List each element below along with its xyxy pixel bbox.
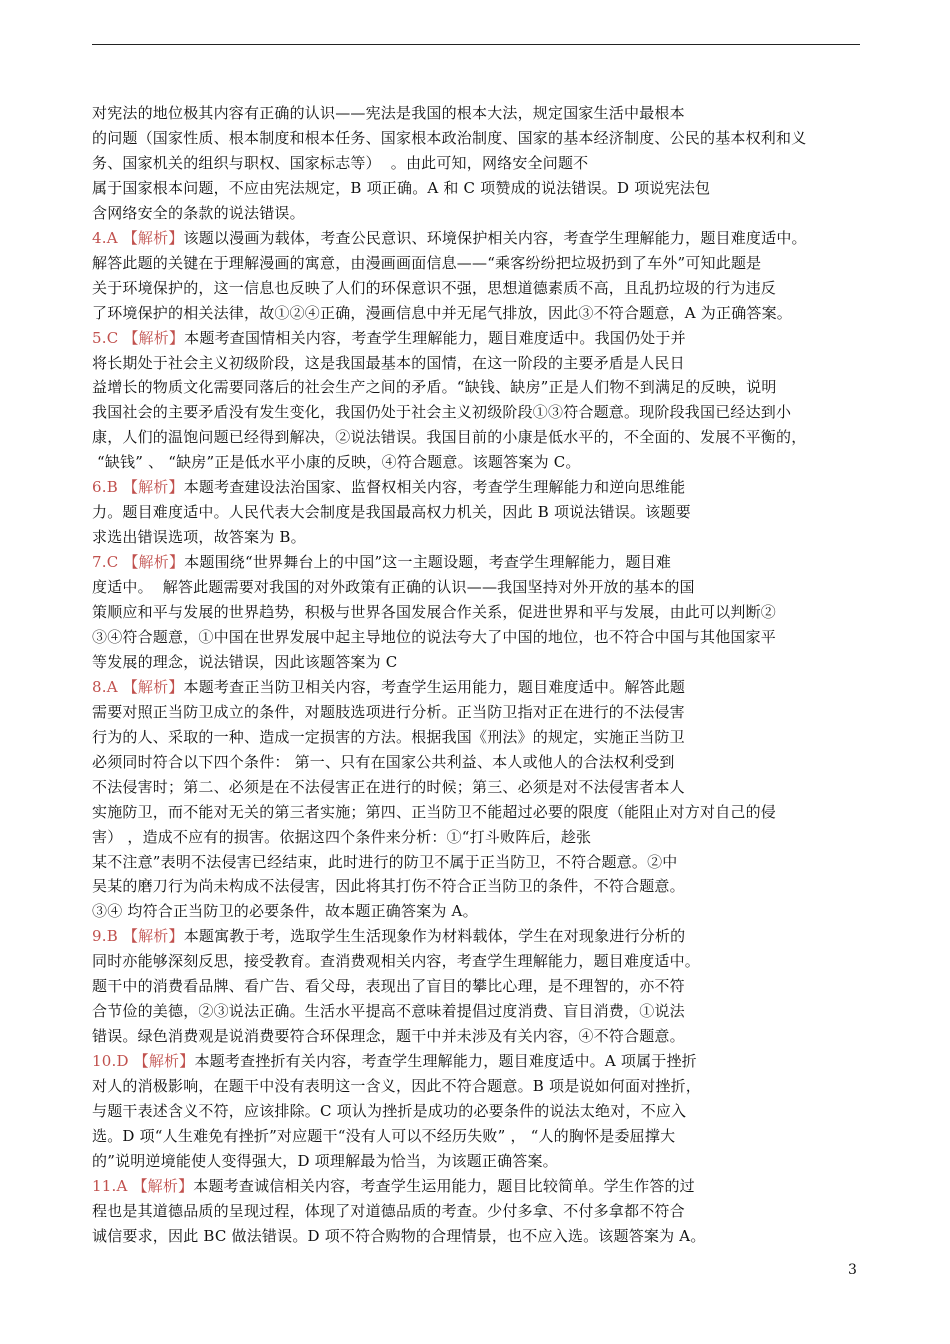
text-line <box>92 727 685 747</box>
analysis-tag: 【解析】 <box>132 1176 194 1195</box>
text-line <box>92 976 685 996</box>
line-text: 关于环境保护的，这一信息也反映了人们的环保意识不强，思想道德素质不高，且乱扔垃圾的行为违反 <box>92 278 777 297</box>
text-line <box>92 852 677 872</box>
text-line <box>92 203 305 223</box>
line-text: 与题干表述含义不符，应该排除。C 项认为挫折是成功的必要条件的说法太绝对，不应入 <box>92 1102 687 1120</box>
answer-line <box>92 552 671 572</box>
text-line <box>92 627 776 647</box>
text-line <box>92 178 710 198</box>
line-text: 含网络安全的条款的说法错误。 <box>92 203 305 222</box>
line-text: 行为的人、采取的一种、造成一定损害的方法。根据我国《刑法》的规定，实施正当防卫 <box>92 727 685 746</box>
line-text: ③④ 均符合正当防卫的必要条件，故本题正确答案为 A。 <box>92 902 478 921</box>
line-text: 策顺应和平与发展的世界趋势，积极与世界各国发展合作关系，促进世界和平与发展，由此可以判断② <box>92 603 777 621</box>
text-line <box>92 951 700 971</box>
question-number: 9.B <box>92 927 123 946</box>
answer-line <box>92 677 685 697</box>
text-line <box>92 452 581 472</box>
text-line <box>92 777 685 797</box>
text-line <box>92 103 685 123</box>
line-text: 的”说明逆境能使人变得强大，D 项理解最为恰当，为该题正确答案。 <box>92 1151 558 1170</box>
line-text: 益增长的物质文化需要同落后的社会生产之间的矛盾。“缺钱、缺房”正是人们物不到满足的反映，说明 <box>92 378 777 397</box>
line-text: 必须同时符合以下四个条件： 第一、只有在国家公共利益、本人或他人的合法权利受到 <box>92 752 675 771</box>
line-text: 某不注意”表明不法侵害已经结束，此时进行的防卫不属于正当防卫，不符合题意。②中 <box>92 852 678 871</box>
text-line <box>92 577 695 597</box>
text-line <box>92 377 777 397</box>
line-text: 对宪法的地位极其内容有正确的认识——宪法是我国的根本大法，规定国家生活中最根本 <box>92 104 685 122</box>
line-text: 该题以漫画为载体，考查公民意识、环境保护相关内容，考查学生理解能力，题目难度适中。 <box>183 228 807 247</box>
line-text: 务、国家机关的组织与职权、国家标志等） 。由此可知，网络安全问题不 <box>92 153 589 172</box>
text-line <box>92 1126 675 1146</box>
line-text: 选。D 项“人生难免有挫折”对应题干“没有人可以不经历失败” ， “人的胸怀是委屈撑大 <box>92 1126 676 1145</box>
line-text: 本题围绕“世界舞台上的中国”这一主题设题，考查学生理解能力，题目难 <box>184 553 672 572</box>
text-line <box>92 702 685 722</box>
line-text: 求选出错误选项，故答案为 B。 <box>92 528 306 547</box>
analysis-tag: 【解析】 <box>122 927 184 946</box>
analysis-tag: 【解析】 <box>122 228 184 247</box>
answer-line <box>92 926 685 946</box>
line-text: 题干中的消费看品牌、看广告、看父母，表现出了盲目的攀比心理，是不理智的，亦不符 <box>92 977 685 996</box>
line-text: 属于国家根本问题，不应由宪法规定，B 项正确。A 和 C 项赞成的说法错误。D 项说宪法包 <box>92 178 711 197</box>
text-line <box>92 153 588 173</box>
line-text: 解答此题的关键在于理解漫画的寓意，由漫画画面信息——“乘客纷纷把垃圾扔到了车外”可知此题是 <box>92 253 762 272</box>
text-line <box>92 901 478 921</box>
line-text: 度适中。 解答此题需要对我国的对外政策有正确的认识——我国坚持对外开放的基本的国 <box>92 578 695 596</box>
answer-line <box>92 477 685 497</box>
answer-line <box>92 228 807 248</box>
line-text: 本题考查建设法治国家、监督权相关内容，考查学生理解能力和逆向思维能 <box>183 478 686 497</box>
text-line <box>92 303 792 323</box>
line-text: 错误。绿色消费观是说消费要符合环保理念，题干中并未涉及有关内容，④不符合题意。 <box>92 1027 685 1046</box>
line-text: ③④符合题意，①中国在世界发展中起主导地位的说法夸大了中国的地位，也不符合中国与其他国家平 <box>92 627 777 646</box>
line-text: 吴某的磨刀行为尚未构成不法侵害，因此将其打伤不符合正当防卫的条件，不符合题意。 <box>92 877 685 896</box>
line-text: 同时亦能够深刻反思，接受教育。查消费观相关内容，考查学生理解能力，题目难度适中。 <box>92 952 701 971</box>
line-text: 本题考查国情相关内容，考查学生理解能力，题目难度适中。我国仍处于并 <box>184 328 686 347</box>
text-line <box>92 1226 706 1246</box>
text-line <box>92 427 806 447</box>
line-text: 我国社会的主要矛盾没有发生变化，我国仍处于社会主义初级阶段①③符合题意。现阶段我国已经达到小 <box>92 403 792 422</box>
question-number: 4.A <box>92 228 123 247</box>
line-text: 不法侵害时；第二、必须是在不法侵害正在进行的时候；第三、必须是对不法侵害者本人 <box>92 777 685 796</box>
line-text: 本题考查正当防卫相关内容，考查学生运用能力，题目难度适中。解答此题 <box>183 677 686 696</box>
question-number: 6.B <box>92 478 123 497</box>
text-line <box>92 1026 685 1046</box>
text-line <box>92 1001 685 1021</box>
analysis-tag: 【解析】 <box>133 1052 195 1071</box>
question-number: 10.D <box>92 1052 134 1071</box>
text-line <box>92 527 306 547</box>
text-line <box>92 1201 685 1221</box>
answer-line <box>92 328 686 348</box>
text-line <box>92 652 397 672</box>
answer-line <box>92 1176 695 1196</box>
line-text: 的问题（国家性质、根本制度和根本任务、国家根本政治制度、国家的基本经济制度、公民的基本权利和义 <box>92 129 807 147</box>
text-line <box>92 602 776 622</box>
text-line <box>92 1101 686 1121</box>
analysis-tag: 【解析】 <box>123 553 185 572</box>
page-number: 3 <box>848 1262 857 1278</box>
text-line <box>92 1076 701 1096</box>
analysis-tag: 【解析】 <box>122 478 184 497</box>
line-text: 实施防卫，而不能对无关的第三者实施；第四、正当防卫不能超过必要的限度（能阻止对方对自己的侵 <box>92 802 777 821</box>
line-text: 力。题目难度适中。人民代表大会制度是我国最高权力机关，因此 B 项说法错误。该题要 <box>92 503 691 522</box>
text-line <box>92 802 776 822</box>
question-number: 5.C <box>92 328 124 347</box>
analysis-tag: 【解析】 <box>122 677 184 696</box>
text-line <box>92 402 791 422</box>
line-text: 了环境保护的相关法律，故①②④正确，漫画信息中并无尾气排放，因此③不符合题意，A 为正确答案。 <box>92 303 793 322</box>
line-text: 诚信要求，因此 BC 做法错误。D 项不符合购物的合理情景，也不应入选。该题答案为 A。 <box>92 1226 706 1245</box>
text-line <box>92 827 591 847</box>
text-line <box>92 128 806 148</box>
line-text: 合节俭的美德，②③说法正确。生活水平提高不意味着提倡过度消费、盲目消费，①说法 <box>92 1002 685 1021</box>
line-text: 康，人们的温饱问题已经得到解决，②说法错误。我国目前的小康是低水平的，不全面的、发展不平衡的， <box>92 428 807 447</box>
line-text: 需要对照正当防卫成立的条件，对题肢选项进行分析。正当防卫指对正在进行的不法侵害 <box>92 702 685 721</box>
header-rule <box>92 44 860 45</box>
text-line <box>92 752 675 772</box>
line-text: “缺钱” 、 “缺房”正是低水平小康的反映，④符合题意。该题答案为 C。 <box>92 453 581 472</box>
question-number: 8.A <box>92 677 123 696</box>
question-number: 7.C <box>92 553 124 572</box>
text-line <box>92 253 761 273</box>
question-number: 11.A <box>92 1176 133 1195</box>
line-text: 对人的消极影响，在题干中没有表明这一含义，因此不符合题意。B 项是说如何面对挫折， <box>92 1077 701 1095</box>
line-text: 本题寓教于考，选取学生生活现象作为材料载体，学生在对现象进行分析的 <box>183 927 686 946</box>
line-text: 本题考查诚信相关内容，考查学生运用能力，题目比较简单。学生作答的过 <box>193 1176 695 1195</box>
line-text: 等发展的理念，说法错误，因此该题答案为 C <box>92 652 398 671</box>
answer-line <box>92 1051 697 1071</box>
text-line <box>92 1151 558 1171</box>
line-text: 本题考查挫折有关内容，考查学生理解能力，题目难度适中。A 项属于挫折 <box>194 1052 697 1071</box>
text-line <box>92 278 776 298</box>
line-text: 害） ，造成不应有的损害。依据这四个条件来分析：①“打斗败阵后，趁张 <box>92 827 592 846</box>
analysis-tag: 【解析】 <box>123 328 185 347</box>
line-text: 将长期处于社会主义初级阶段，这是我国最基本的国情，在这一阶段的主要矛盾是人民日 <box>92 353 685 372</box>
line-text: 程也是其道德品质的呈现过程，体现了对道德品质的考查。少付多拿、不付多拿都不符合 <box>92 1201 685 1220</box>
text-line <box>92 876 685 896</box>
text-line <box>92 353 685 373</box>
text-line <box>92 502 691 522</box>
